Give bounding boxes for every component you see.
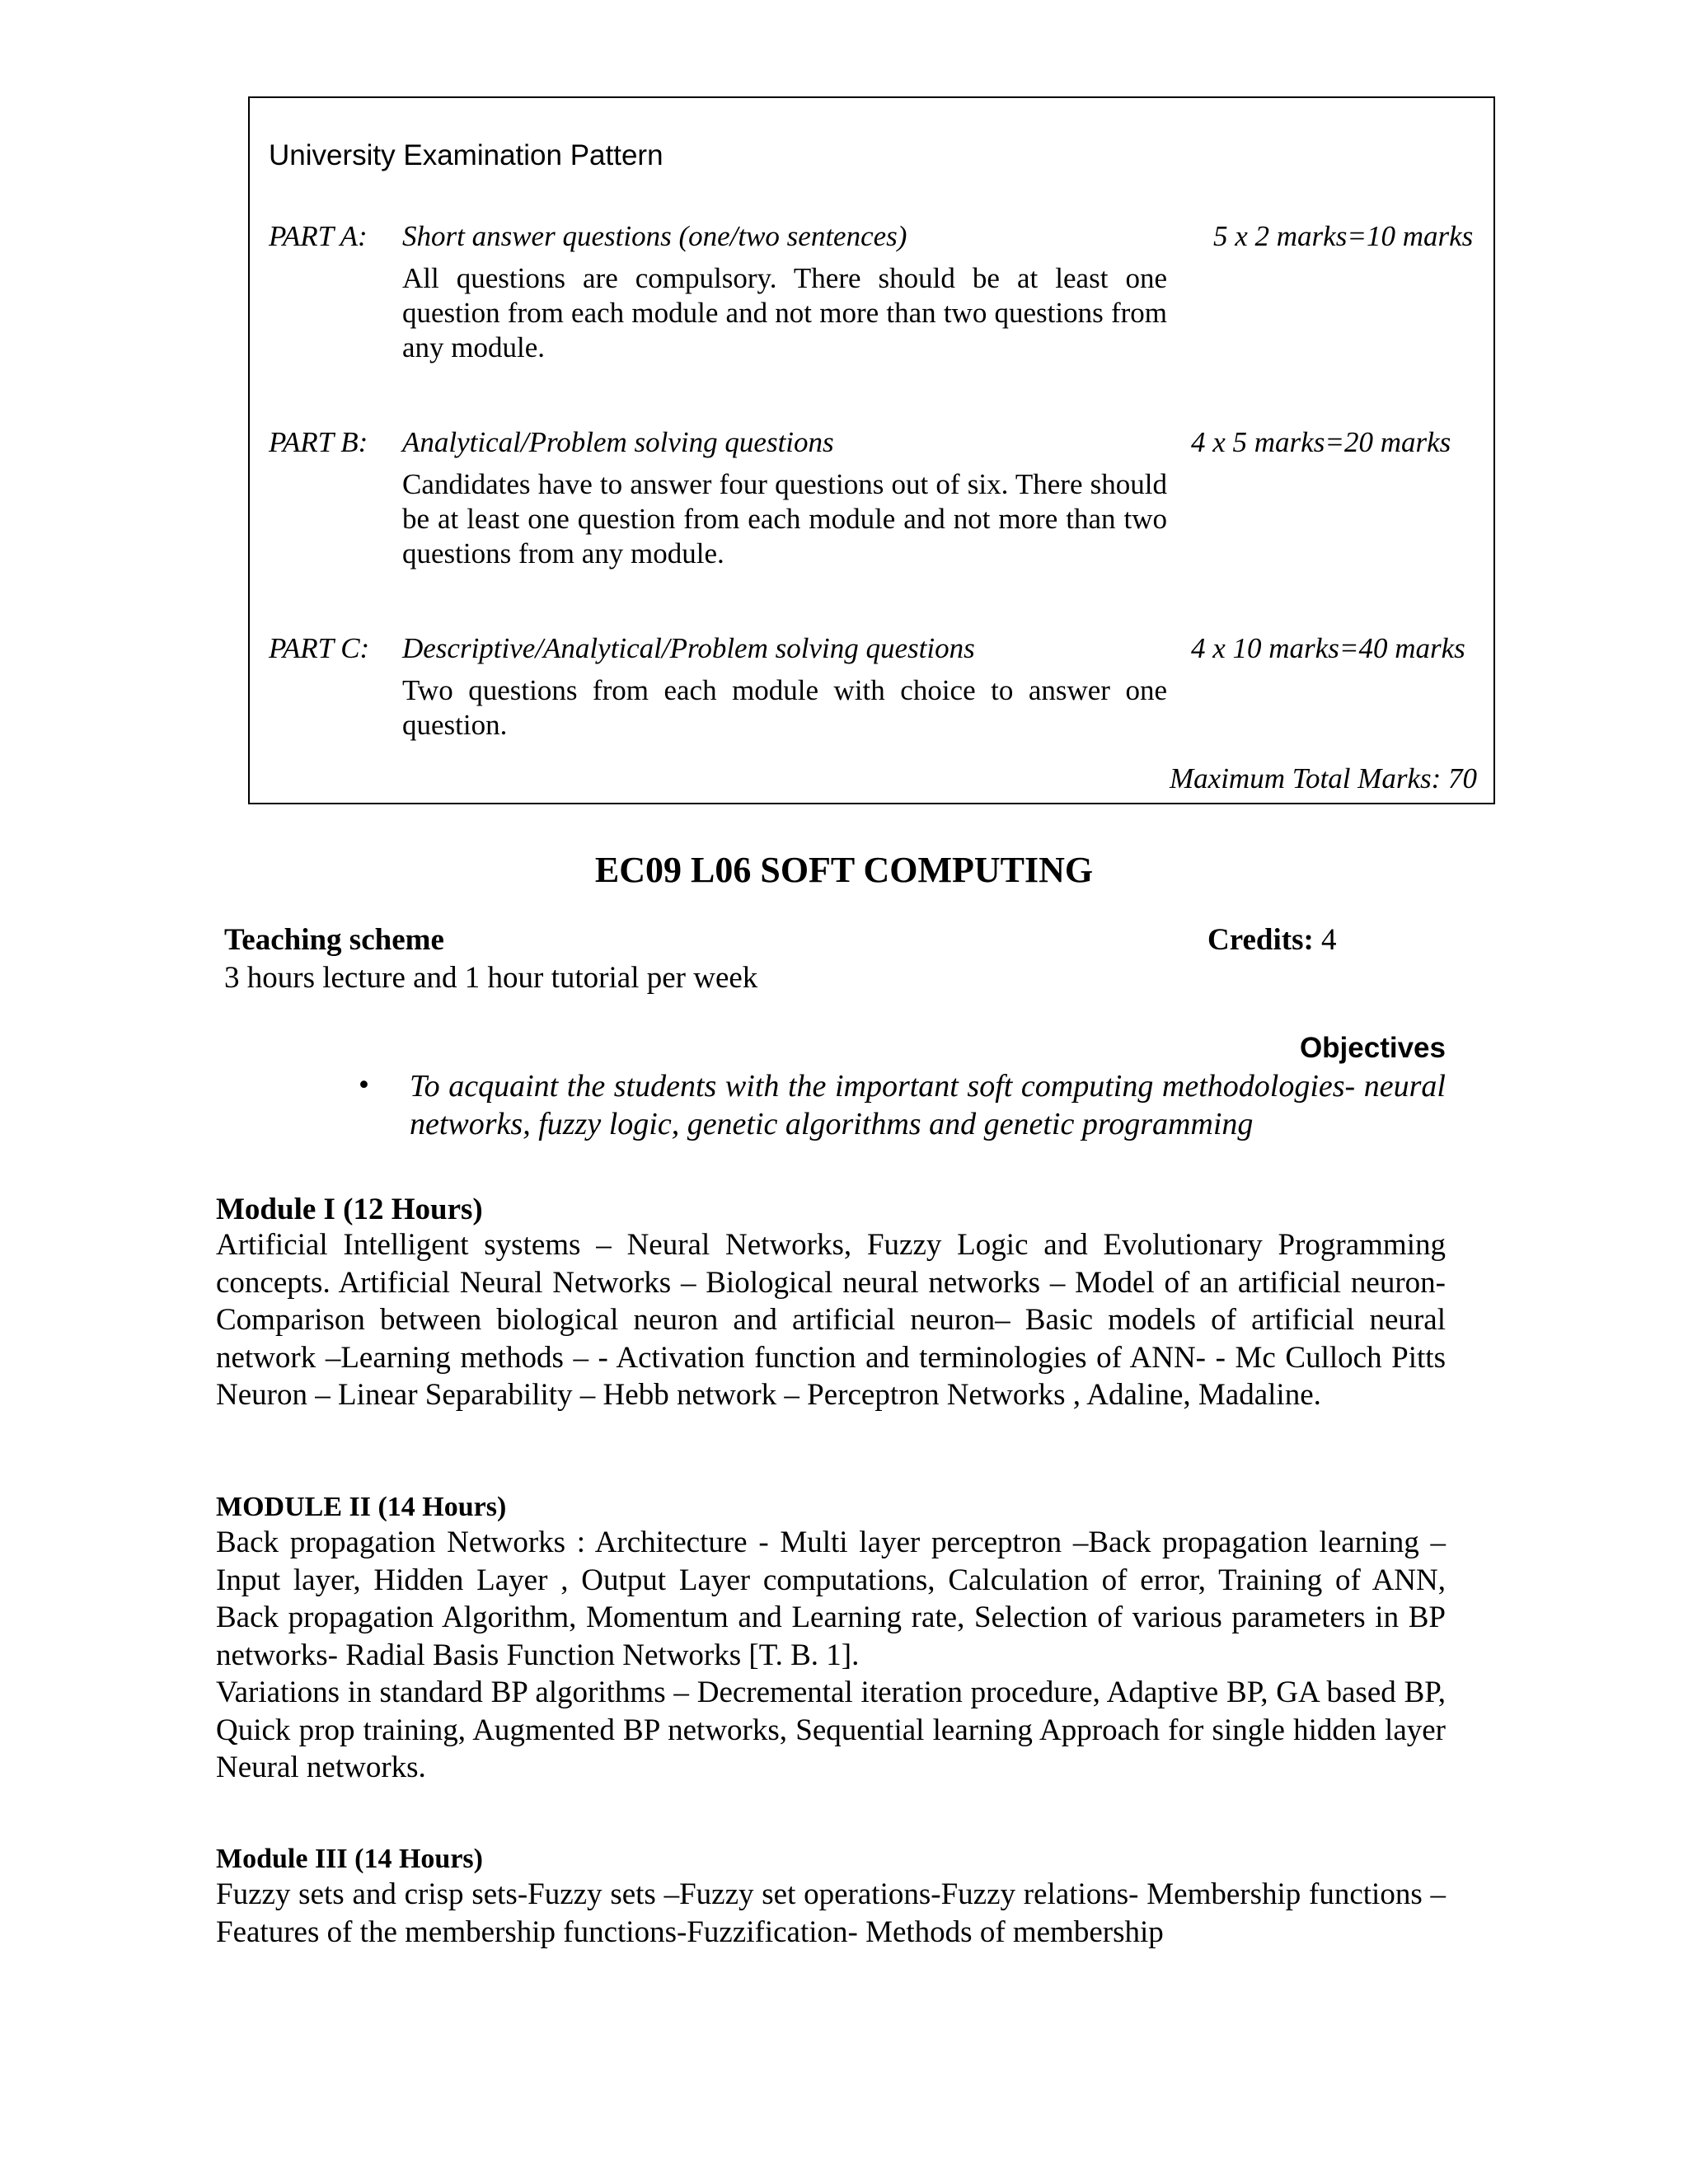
module-2-paragraph: Back propagation Networks : Architecture - Multi layer perceptron –Back propagation learning – Input layer, Hidden Layer , Output Layer computations, Calculation of error, Training of ANN, Back propagation Algorithm, Momentum and Learning rate, Selection of various parameters in BP networks- Radial Basis Function Networks [T. B. 1].	[216, 1526, 1446, 1672]
module-1-heading: Module I (12 Hours)	[216, 1193, 483, 1226]
teaching-scheme-label: Teaching scheme	[224, 923, 444, 957]
course-title: EC09 L06 SOFT COMPUTING	[594, 850, 1094, 890]
part-a-description: All questions are compulsory. There should be at least one question from each module and not more than two questions from any module.	[402, 262, 1167, 363]
credits-value: 4	[1313, 923, 1337, 957]
module-1-content	[216, 1226, 1446, 1414]
objectives-heading: Objectives	[1299, 1032, 1446, 1064]
module-2-content	[216, 1524, 1446, 1787]
part-b-label: PART B:	[269, 426, 368, 458]
credits	[1207, 922, 1337, 958]
part-a-marks: 5 x 2 marks=10 marks	[1213, 220, 1474, 252]
part-b-description: Candidates have to answer four questions out of six. There should be at least one question from each module and not more than two questions from any module.	[402, 468, 1167, 569]
teaching-scheme-text: 3 hours lecture and 1 hour tutorial per week	[224, 961, 758, 995]
part-b-heading: Analytical/Problem solving questions	[402, 426, 834, 458]
module-2-paragraph: Variations in standard BP algorithms – Decremental iteration procedure, Adaptive BP, GA based BP, Quick prop training, Augmented BP networks, Sequential learning Approach for single hidden layer Neural networks.	[216, 1675, 1446, 1784]
part-a-label: PART A:	[269, 220, 368, 252]
module-1-paragraph: Artificial Intelligent systems – Neural Networks, Fuzzy Logic and Evolutionary Programming concepts. Artificial Neural Networks – Biological neural networks – Model of an artificial neuron- Comparison between biological neuron and artificial neuron– Basic models of artificial neural network –Learning methods – - Activation function and terminologies of ANN- - Mc Culloch Pitts Neuron – Linear Separability – Hebb network – Perceptron Networks , Adaline, Madaline.	[216, 1228, 1446, 1412]
objective-item: To acquaint the students with the important soft computing methodologies- neural networks, fuzzy logic, genetic algorithms and genetic programming	[410, 1069, 1446, 1141]
bullet-icon: •	[359, 1068, 369, 1102]
part-b-marks: 4 x 5 marks=20 marks	[1191, 426, 1451, 458]
module-3-content	[216, 1876, 1446, 1951]
part-a-heading: Short answer questions (one/two sentences)	[402, 220, 907, 252]
part-c-description: Two questions from each module with choice to answer one question.	[402, 674, 1167, 741]
module-2-heading: MODULE II (14 Hours)	[216, 1492, 507, 1522]
credits-label: Credits:	[1207, 923, 1314, 957]
module-3-paragraph: Fuzzy sets and crisp sets-Fuzzy sets –Fuzzy set operations-Fuzzy relations- Membership functions – Features of the membership functions-Fuzzification- Methods of membership	[216, 1877, 1446, 1949]
exam-pattern-box	[248, 96, 1495, 804]
module-3-heading: Module III (14 Hours)	[216, 1844, 483, 1874]
exam-pattern-title: University Examination Pattern	[269, 139, 663, 171]
part-c-heading: Descriptive/Analytical/Problem solving questions	[402, 632, 975, 664]
part-c-marks: 4 x 10 marks=40 marks	[1191, 632, 1465, 664]
maximum-total-marks: Maximum Total Marks: 70	[1170, 762, 1478, 794]
part-c-label: PART C:	[269, 632, 370, 664]
